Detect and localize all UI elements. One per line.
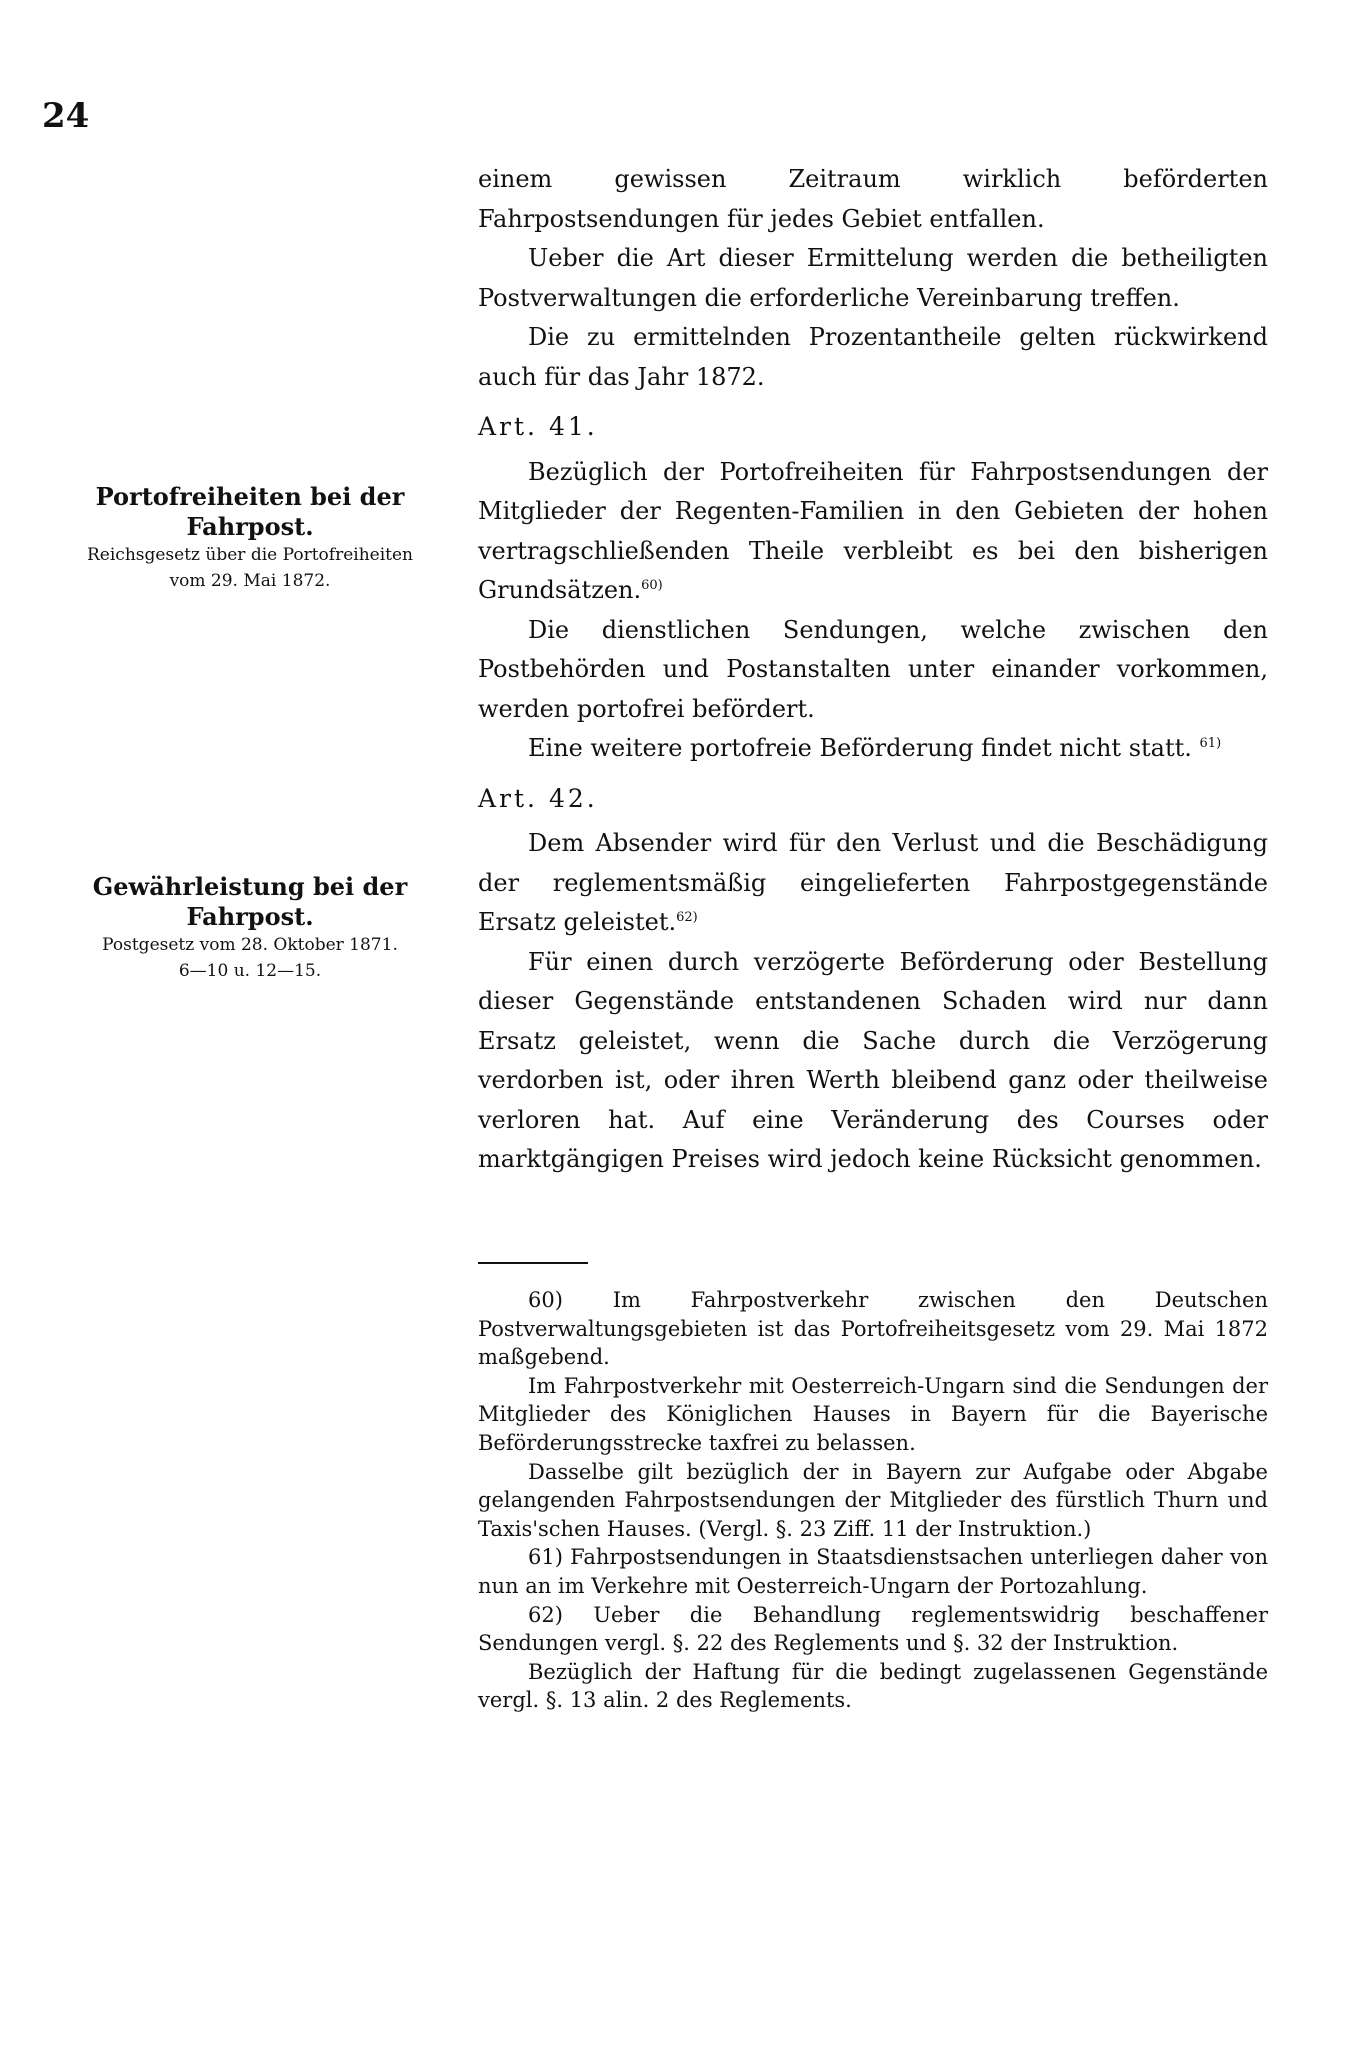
paragraph-text: Bezüglich der Portofreiheiten für Fahrpostsendungen der Mitglieder der Regenten-Familien in den Gebieten der hohen vertragschließenden Theile verbleibt es bei den bisherigen Grundsätzen.: [478, 457, 1268, 604]
margin-note-sections: 6—10 u. 12—15.: [178, 961, 322, 981]
footnote-divider: [478, 1262, 588, 1264]
paragraph-text: Eine weitere portofreie Beförderung findet nicht statt.: [528, 734, 1192, 762]
footnote: 62) Ueber die Behandlung reglementswidrig beschaffener Sendungen vergl. §. 22 des Reglements und §. 32 der Instruktion.: [478, 1602, 1268, 1656]
paragraph: Die dienstlichen Sendungen, welche zwischen den Postbehörden und Postanstalten unter einander vorkommen, werden portofrei befördert.: [478, 615, 1268, 723]
paragraph: Die zu ermittelnden Prozentantheile gelten rückwirkend auch für das Jahr 1872.: [478, 323, 1268, 391]
paragraph: [478, 453, 1268, 611]
footnotes: [478, 1286, 1268, 1715]
margin-note-reference: Postgesetz vom 28. Oktober 1871.: [102, 935, 398, 955]
margin-note-title: Portofreiheiten bei der Fahrpost.: [95, 482, 405, 541]
margin-note-title: Gewährleistung bei der Fahrpost.: [92, 872, 408, 931]
main-text: [478, 160, 1268, 1180]
margin-note-date: vom 29. Mai 1872.: [169, 571, 331, 591]
footnote-ref-60: 60): [641, 578, 663, 593]
paragraph: [478, 824, 1268, 943]
footnote: Im Fahrpostverkehr mit Oesterreich-Ungarn sind die Sendungen der Mitglieder des Königlichen Hauses in Bayern für die Bayerische Beförderungsstrecke taxfrei zu belassen.: [478, 1373, 1268, 1455]
paragraph: einem gewissen Zeitraum wirklich beförderten Fahrpostsendungen für jedes Gebiet entfallen.: [478, 165, 1268, 233]
paragraph-text: Dem Absender wird für den Verlust und die Beschädigung der reglementsmäßig eingelieferten Fahrpostgegenstände Ersatz geleistet.: [478, 829, 1268, 936]
paragraph: [478, 729, 1268, 769]
footnote: 60) Im Fahrpostverkehr zwischen den Deutschen Postverwaltungsgebieten ist das Portofreiheitsgesetz vom 29. Mai 1872 maßgebend.: [478, 1288, 1268, 1370]
page-number: 24: [42, 96, 90, 136]
margin-note-portofreiheiten: [30, 482, 470, 594]
footnote: 61) Fahrpostsendungen in Staatsdienstsachen unterliegen daher von nun an im Verkehre mit Oesterreich-Ungarn der Portozahlung.: [478, 1545, 1268, 1598]
footnote-ref-62: 62): [676, 910, 698, 925]
margin-note-gewaehrleistung: [30, 872, 470, 984]
article-41-heading: Art. 41.: [478, 412, 598, 441]
article-42-heading: Art. 42.: [478, 783, 598, 813]
footnote-ref-61: 61): [1199, 736, 1222, 751]
paragraph: Ueber die Art dieser Ermittelung werden die betheiligten Postverwaltungen die erforderliche Vereinbarung treffen.: [478, 244, 1268, 312]
footnote: Bezüglich der Haftung für die bedingt zugelassenen Gegenstände vergl. §. 13 alin. 2 des Reglements.: [478, 1659, 1268, 1713]
margin-note-reference: Reichsgesetz über die Portofreiheiten: [87, 545, 413, 565]
paragraph: Für einen durch verzögerte Beförderung oder Bestellung dieser Gegenstände entstandenen Schaden wird nur dann Ersatz geleistet, wenn die Sache durch die Verzögerung verdorben ist, oder ihren Werth bleibend ganz oder theilweise verloren hat. Auf eine Veränderung des Courses oder marktgängigen Preises wird jedoch keine Rücksicht genommen.: [478, 947, 1268, 1173]
footnote: Dasselbe gilt bezüglich der in Bayern zur Aufgabe oder Abgabe gelangenden Fahrpostsendungen der Mitglieder des fürstlich Thurn und Taxis'schen Hauses. (Vergl. §. 23 Ziff. 11 der Instruktion.): [478, 1459, 1268, 1541]
